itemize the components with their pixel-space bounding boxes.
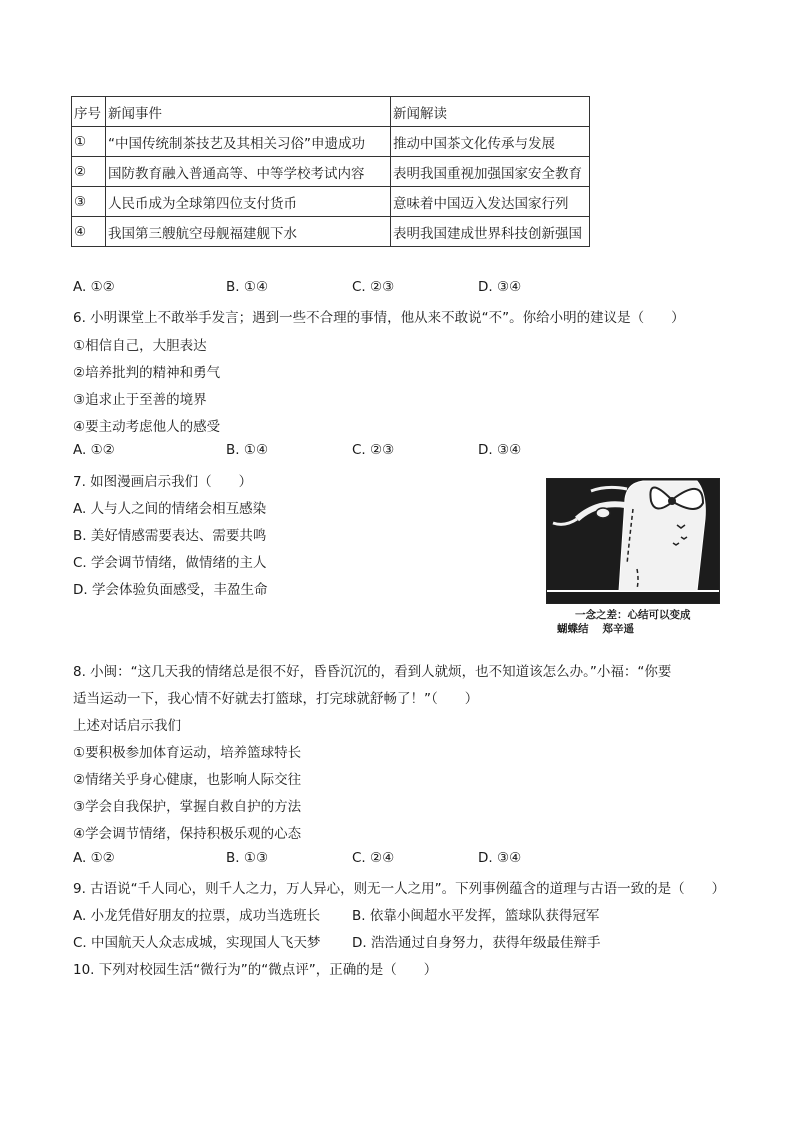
table-cell: 国防教育融入普通高等、中等学校考试内容 <box>106 157 391 187</box>
q8-item: ②情绪关乎身心健康，也影响人际交往 <box>73 772 302 788</box>
table-cell: 意味着中国迈入发达国家行列 <box>391 187 590 217</box>
q7-option-d: D. 学会体验负面感受，丰盈生命 <box>73 582 268 598</box>
table-header-cell: 新闻解读 <box>391 97 590 127</box>
q7-option-c: C. 学会调节情绪，做情绪的主人 <box>73 555 267 571</box>
table-cell: 我国第三艘航空母舰福建舰下水 <box>106 217 391 247</box>
q6-item: ①相信自己，大胆表达 <box>73 338 207 354</box>
cartoon-title: 蝴蝶结 <box>557 623 589 635</box>
q8-option-c: C. ②④ <box>352 850 395 866</box>
q7-option-b: B. 美好情感需要表达、需要共鸣 <box>73 528 267 544</box>
q9-option-b: B. 依靠小闽超水平发挥，篮球队获得冠军 <box>352 908 600 924</box>
table-header-row <box>72 97 590 127</box>
q7-option-a: A. 人与人之间的情绪会相互感染 <box>73 501 267 517</box>
table-cell: ③ <box>72 187 106 217</box>
table-row <box>72 127 590 157</box>
cartoon-illustration <box>547 479 719 603</box>
q6-item: ③追求止于至善的境界 <box>73 392 207 408</box>
q6-option-b: B. ①④ <box>226 442 269 458</box>
q6-item: ④要主动考虑他人的感受 <box>73 419 221 435</box>
q8-option-b: B. ①③ <box>226 850 269 866</box>
q8-lead: 上述对话启示我们 <box>73 718 181 734</box>
q8-stem-line2: 适当运动一下，我心情不好就去打篮球，打完球就舒畅了！”（ ） <box>73 691 479 707</box>
table-cell: 表明我国建成世界科技创新强国 <box>391 217 590 247</box>
q5-option-d: D. ③④ <box>478 279 522 295</box>
table-cell: “中国传统制茶技艺及其相关习俗”申遗成功 <box>106 127 391 157</box>
q6-option-c: C. ②③ <box>352 442 395 458</box>
q6-item: ②培养批判的精神和勇气 <box>73 365 221 381</box>
q8-option-a: A. ①② <box>73 850 115 866</box>
table-header-cell: 新闻事件 <box>106 97 391 127</box>
q8-item: ①要积极参加体育运动，培养篮球特长 <box>73 745 302 761</box>
table-cell: 表明我国重视加强国家安全教育 <box>391 157 590 187</box>
q5-option-b: B. ①④ <box>226 279 269 295</box>
q8-stem-line1: 8. 小闽：“这几天我的情绪总是很不好，昏昏沉沉的，看到人就烦，也不知道该怎么办。”小福：“你要 <box>73 664 672 680</box>
table-row <box>72 187 590 217</box>
q6-option-a: A. ①② <box>73 442 115 458</box>
q8-item: ③学会自我保护，掌握自救自护的方法 <box>73 799 302 815</box>
table-cell: 人民币成为全球第四位支付货币 <box>106 187 391 217</box>
q9-option-d: D. 浩浩通过自身努力，获得年级最佳辩手 <box>352 935 601 951</box>
cartoon-caption-line2 <box>557 621 634 636</box>
q8-option-d: D. ③④ <box>478 850 522 866</box>
cartoon-author: 郑辛遥 <box>602 623 634 635</box>
q8-item: ④学会调节情绪，保持积极乐观的心态 <box>73 826 302 842</box>
q9-option-a: A. 小龙凭借好朋友的拉票，成功当选班长 <box>73 908 321 924</box>
q5-option-a: A. ①② <box>73 279 115 295</box>
q7-stem: 7. 如图漫画启示我们（ ） <box>73 474 253 490</box>
q10-stem: 10. 下列对校园生活“微行为”的“微点评”，正确的是（ ） <box>73 962 438 978</box>
q9-stem: 9. 古语说“千人同心，则千人之力，万人异心，则无一人之用”。下列事例蕴含的道理与古语一致的是（ ） <box>73 881 726 897</box>
q6-option-d: D. ③④ <box>478 442 522 458</box>
q5-option-c: C. ②③ <box>352 279 395 295</box>
table-header-cell: 序号 <box>72 97 106 127</box>
table-cell: ① <box>72 127 106 157</box>
cartoon-image <box>546 478 720 604</box>
table-cell: ④ <box>72 217 106 247</box>
table-cell: 推动中国茶文化传承与发展 <box>391 127 590 157</box>
table-row <box>72 217 590 247</box>
news-table <box>71 96 590 247</box>
table-cell: ② <box>72 157 106 187</box>
table-row <box>72 157 590 187</box>
q9-option-c: C. 中国航天人众志成城，实现国人飞天梦 <box>73 935 321 951</box>
cartoon-caption: 一念之差：心结可以变成 <box>575 609 691 621</box>
q6-stem: 6. 小明课堂上不敢举手发言；遇到一些不合理的事情，他从来不敢说“不”。你给小明的建议是（ ） <box>73 310 685 326</box>
